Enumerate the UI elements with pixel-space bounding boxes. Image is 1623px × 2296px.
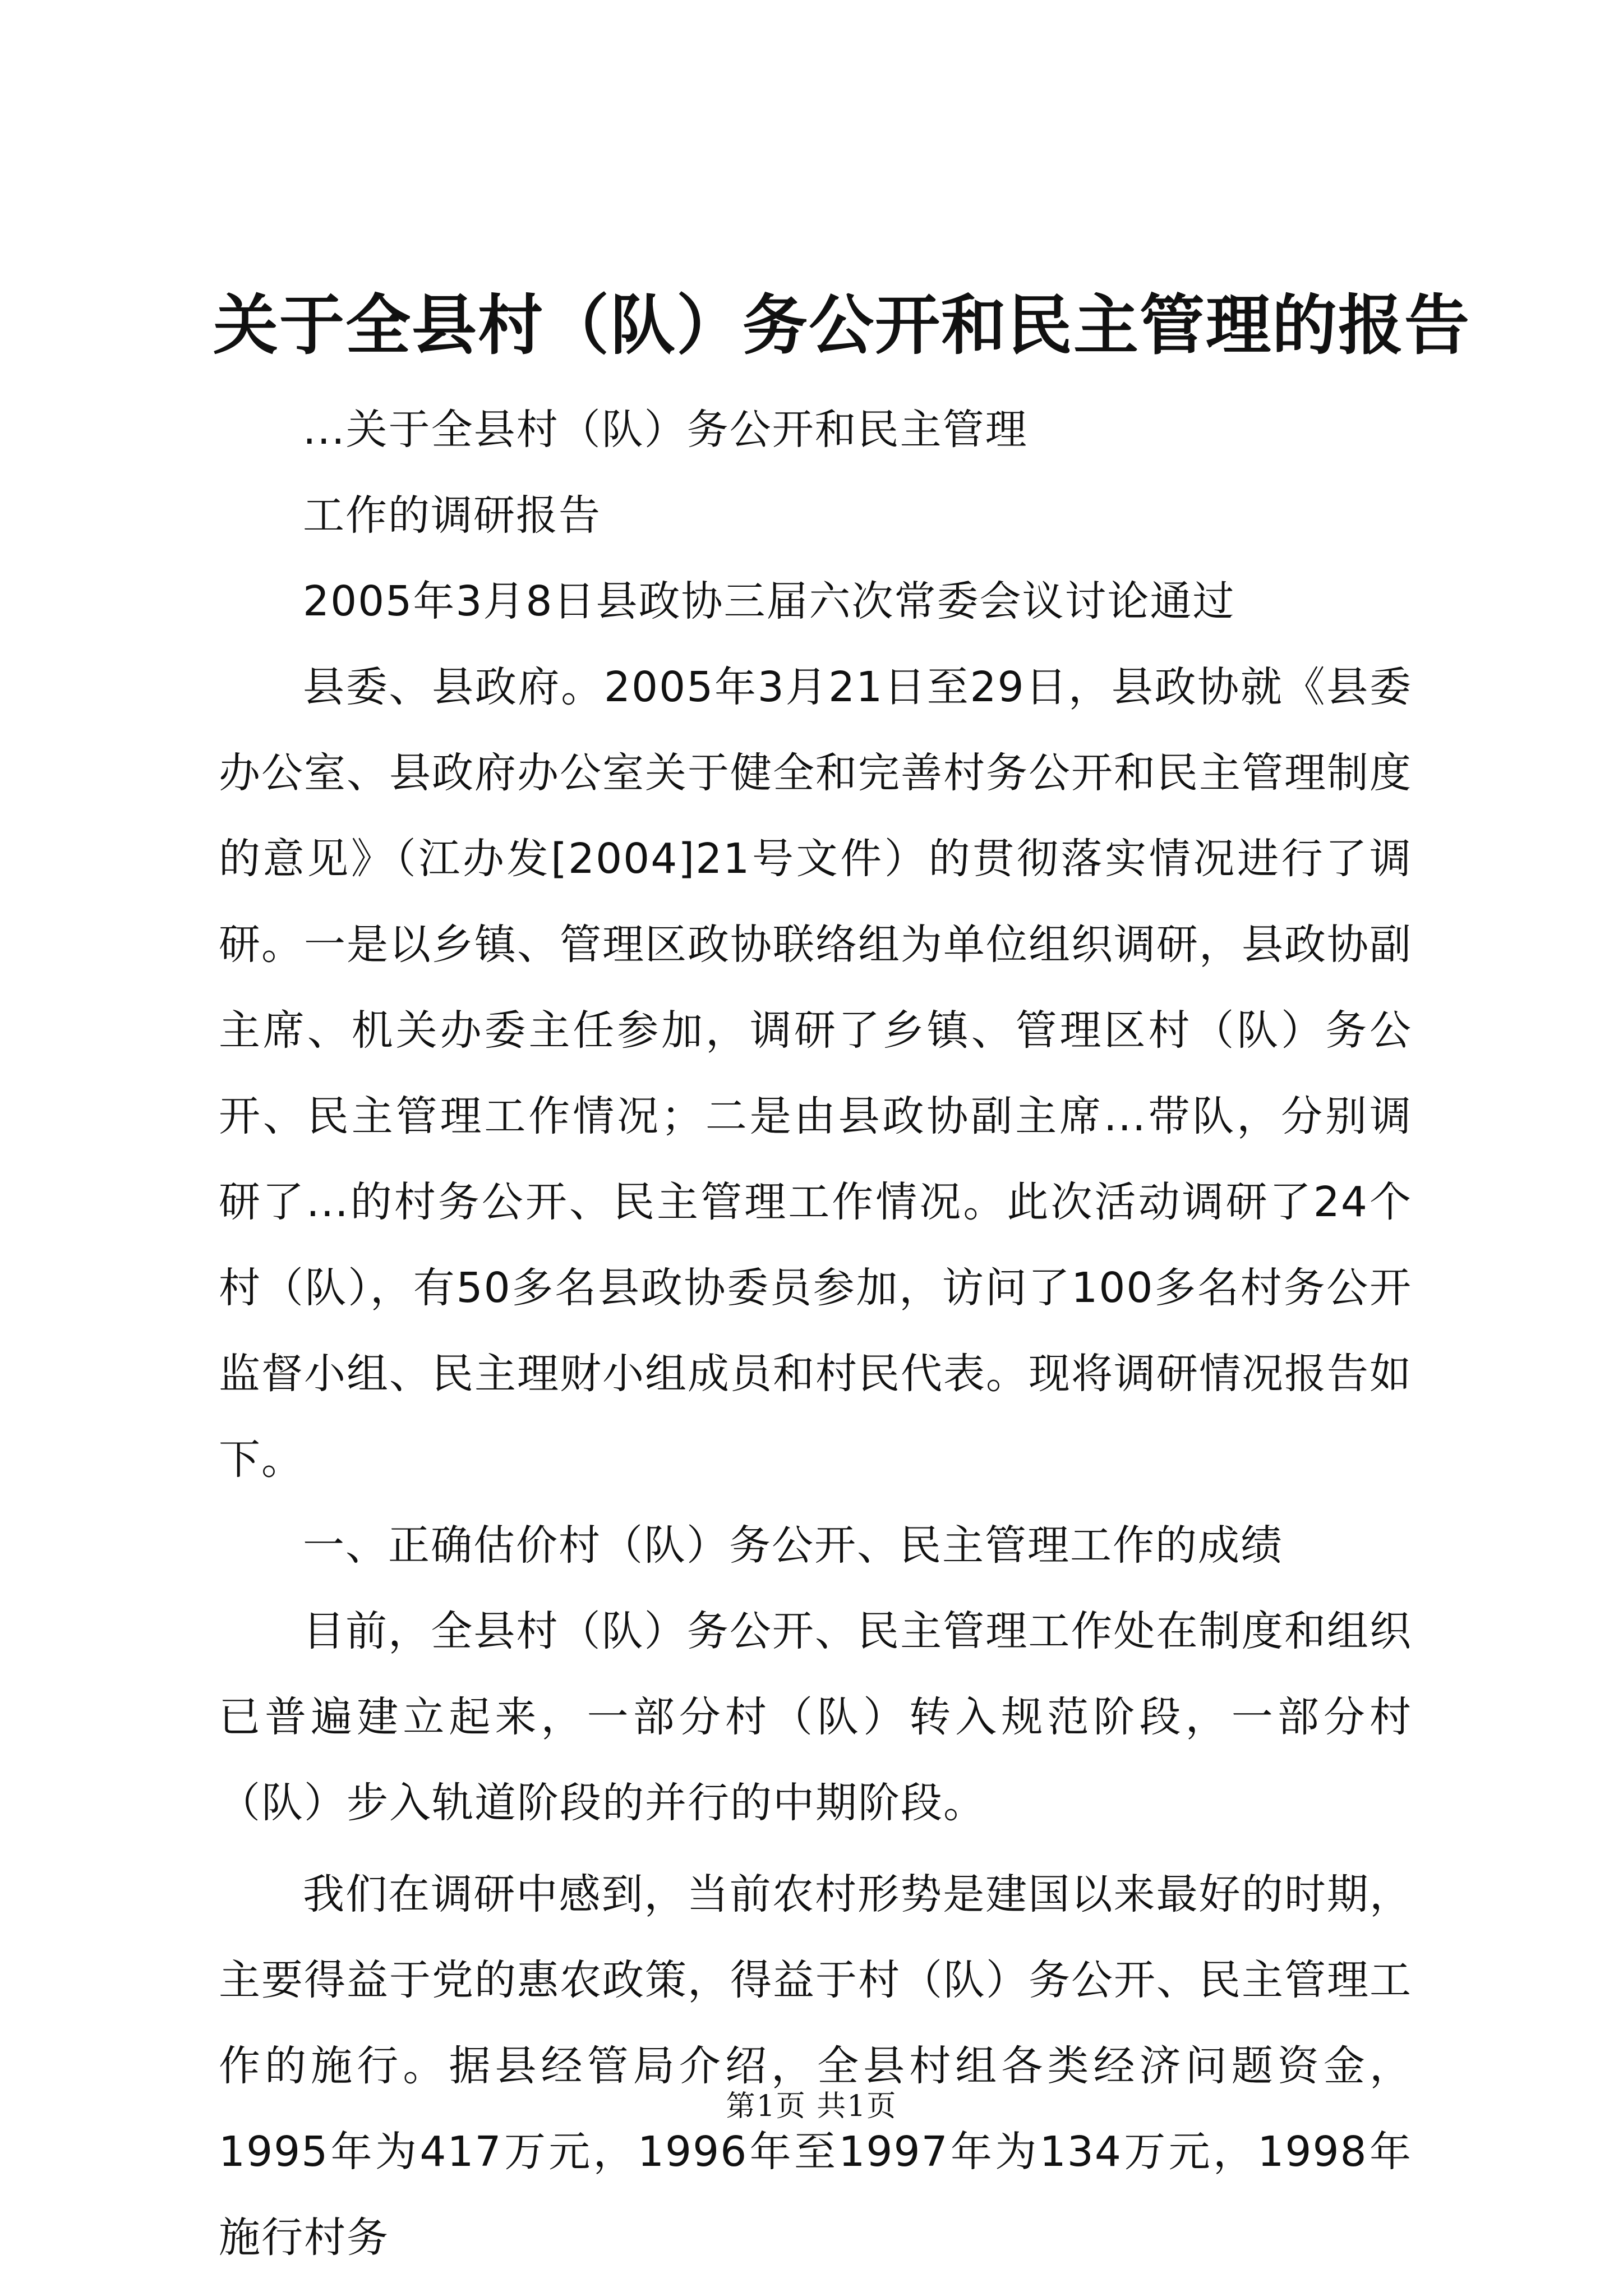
body-paragraph: 县委、县政府。2005年3月21日至29日，县政协就《县委办公室、县政府办公室关于健全和完善村务公开和民主管理制度的意见》（江办发[2004]21号文件）的贯彻落实情况进行了调研。一是以乡镇、管理区政协联络组为单位组织调研，县政协副主席、机关办委主任参加，调研了乡镇、管理区村（队）务公开、民主管理工作情况；二是由县政协副主席...带队，分别调研了...的村务公开、民主管理工作情况。此次活动调研了24个村（队），有50多名县政协委员参加，访问了100多名村务公开监督小组、民主理财小组成员和村民代表。现将调研情况报告如下。 [219, 663, 1412, 1484]
body-paragraph: ...关于全县村（队）务公开和民主管理 [303, 406, 1028, 454]
page-footer: 第1页 共1页 [726, 2090, 897, 2123]
body-paragraph: 工作的调研报告 [303, 491, 601, 540]
document-title: 关于全县村（队）务公开和民主管理的报告 [213, 287, 1470, 364]
body-paragraph: 我们在调研中感到，当前农村形势是建国以来最好的时期，主要得益于党的惠农政策，得益于村（队）务公开、民主管理工作的施行。据县经管局介绍，全县村组各类经济问题资金，1995年为417万元，1996年至1997年为134万元，1998年施行村务 [219, 1870, 1412, 2262]
section-heading: 一、正确估价村（队）务公开、民主管理工作的成绩 [303, 1521, 1283, 1570]
document-body [219, 387, 1412, 2281]
body-paragraph: 2005年3月8日县政协三届六次常委会议讨论通过 [303, 577, 1235, 625]
body-paragraph: 目前，全县村（队）务公开、民主管理工作处在制度和组织已普遍建立起来，一部分村（队）转入规范阶段，一部分村（队）步入轨道阶段的并行的中期阶段。 [219, 1607, 1412, 1827]
